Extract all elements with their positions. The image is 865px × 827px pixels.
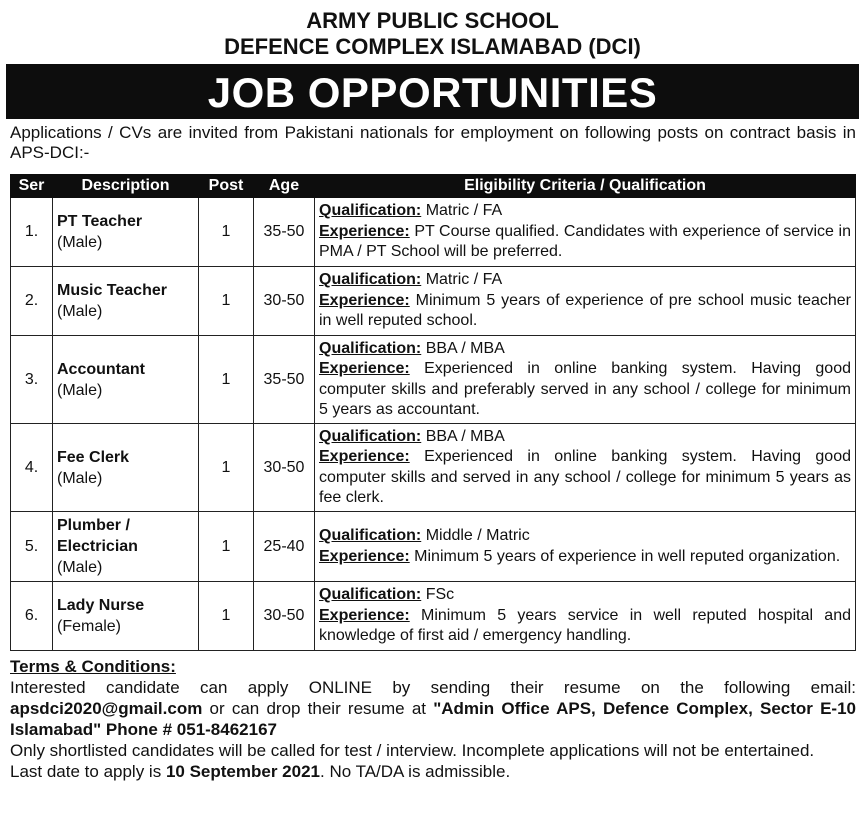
experience-label: Experience: [319,606,410,624]
row-eligibility [315,512,856,582]
experience-value: Experienced in online banking system. Having good computer skills and preferably served in any school / college for minimum 5 years as accountant. [319,360,851,418]
shortlist-notice: Only shortlisted candidates will be called for test / interview. Incomplete applications will not be entertained. [10,741,815,760]
qualification-label: Qualification: [319,339,422,357]
jobs-table [10,174,856,651]
qualification-label: Qualification: [319,202,422,220]
table-row [11,336,856,424]
office-address: "Admin Office APS, Defence Complex, Sector E-10 Islamabad" Phone # 051-8462167 [10,699,856,739]
table-row [11,582,856,651]
post-title: Fee Clerk [57,448,130,466]
qualification-value: FSc [425,586,455,604]
table-row [11,512,856,582]
qualification-label: Qualification: [319,586,422,604]
qualification-value: Matric / FA [425,202,503,220]
row-eligibility [315,582,856,651]
row-eligibility [315,424,856,512]
school-location: DEFENCE COMPLEX ISLAMABAD (DCI) [224,34,641,59]
header-age: Age [254,175,315,198]
row-eligibility [315,336,856,424]
experience-value: PT Course qualified. Candidates with experience of service in PMA / PT School will be preferred. [319,222,851,261]
row-ser: 6. [11,582,53,651]
experience-label: Experience: [319,547,410,565]
row-ser: 5. [11,512,53,582]
row-description [53,512,199,582]
header-ser: Ser [11,175,53,198]
qualification-value: BBA / MBA [425,427,505,445]
row-age: 30-50 [254,582,315,651]
deadline-prefix: Last date to apply is [10,762,162,781]
row-ser: 2. [11,267,53,336]
job-opportunities-banner: JOB OPPORTUNITIES [6,64,859,119]
experience-value: Minimum 5 years service in well reputed hospital and knowledge of first aid / emergency handling. [319,606,852,645]
deadline-date: 10 September 2021 [165,762,320,781]
row-age: 30-50 [254,424,315,512]
post-title: PT Teacher [57,213,143,230]
post-title: Lady Nurse [57,597,145,614]
row-post: 1 [199,198,254,267]
terms-heading: Terms & Conditions: [10,657,176,676]
row-age: 35-50 [254,198,315,267]
table-row [11,424,856,512]
terms-section [10,656,856,782]
row-description [53,424,199,512]
experience-value: Minimum 5 years of experience of pre school music teacher in well reputed school. [319,291,851,330]
experience-label: Experience: [319,360,410,377]
row-post: 1 [199,336,254,424]
row-description [53,582,199,651]
row-age: 35-50 [254,336,315,424]
application-email: apsdci2020@gmail.com [10,699,203,718]
experience-value: Experienced in online banking system. Having good computer skills and served in any school / college for minimum 5 years as fee clerk. [319,448,851,506]
row-description [53,198,199,267]
table-header-row [11,175,856,198]
experience-label: Experience: [319,291,410,309]
deadline-notice [10,761,856,782]
row-ser: 1. [11,198,53,267]
deadline-suffix: . No TA/DA is admissible. [320,762,511,781]
header-description: Description [53,175,199,198]
qualification-label: Qualification: [319,271,422,289]
header-eligibility: Eligibility Criteria / Qualification [315,175,856,198]
post-gender: (Male) [57,559,103,576]
post-title: Plumber / Electrician [57,517,138,555]
row-ser: 4. [11,424,53,512]
apply-text: Interested candidate can apply ONLINE by sending their resume on the following email: [10,678,856,697]
experience-value: Minimum 5 years of experience in well reputed organization. [414,547,841,565]
row-description [53,267,199,336]
qualification-label: Qualification: [319,527,422,544]
row-post: 1 [199,424,254,512]
experience-label: Experience: [319,222,410,240]
row-eligibility [315,267,856,336]
post-gender: (Male) [57,469,103,487]
row-description [53,336,199,424]
header-post: Post [199,175,254,198]
qualification-label: Qualification: [319,427,422,445]
row-post: 1 [199,582,254,651]
qualification-value: Matric / FA [425,271,503,289]
row-age: 30-50 [254,267,315,336]
row-post: 1 [199,267,254,336]
post-gender: (Male) [57,303,103,320]
post-gender: (Male) [57,381,103,399]
post-gender: (Female) [57,618,122,635]
experience-label: Experience: [319,448,410,465]
table-row [11,198,856,267]
row-post: 1 [199,512,254,582]
row-age: 25-40 [254,512,315,582]
post-title: Accountant [57,360,145,378]
row-eligibility [315,198,856,267]
qualification-value: BBA / MBA [425,339,505,357]
intro-text: Applications / CVs are invited from Pakistani nationals for employment on following posts on contract basis in APS-DCI:- [10,123,856,162]
post-gender: (Male) [57,234,103,251]
apply-paragraph [10,677,856,740]
table-row [11,267,856,336]
row-ser: 3. [11,336,53,424]
post-title: Music Teacher [57,282,167,299]
qualification-value: Middle / Matric [425,527,530,544]
school-name: ARMY PUBLIC SCHOOL [306,8,559,33]
drop-text: or can drop their resume at [209,699,426,718]
